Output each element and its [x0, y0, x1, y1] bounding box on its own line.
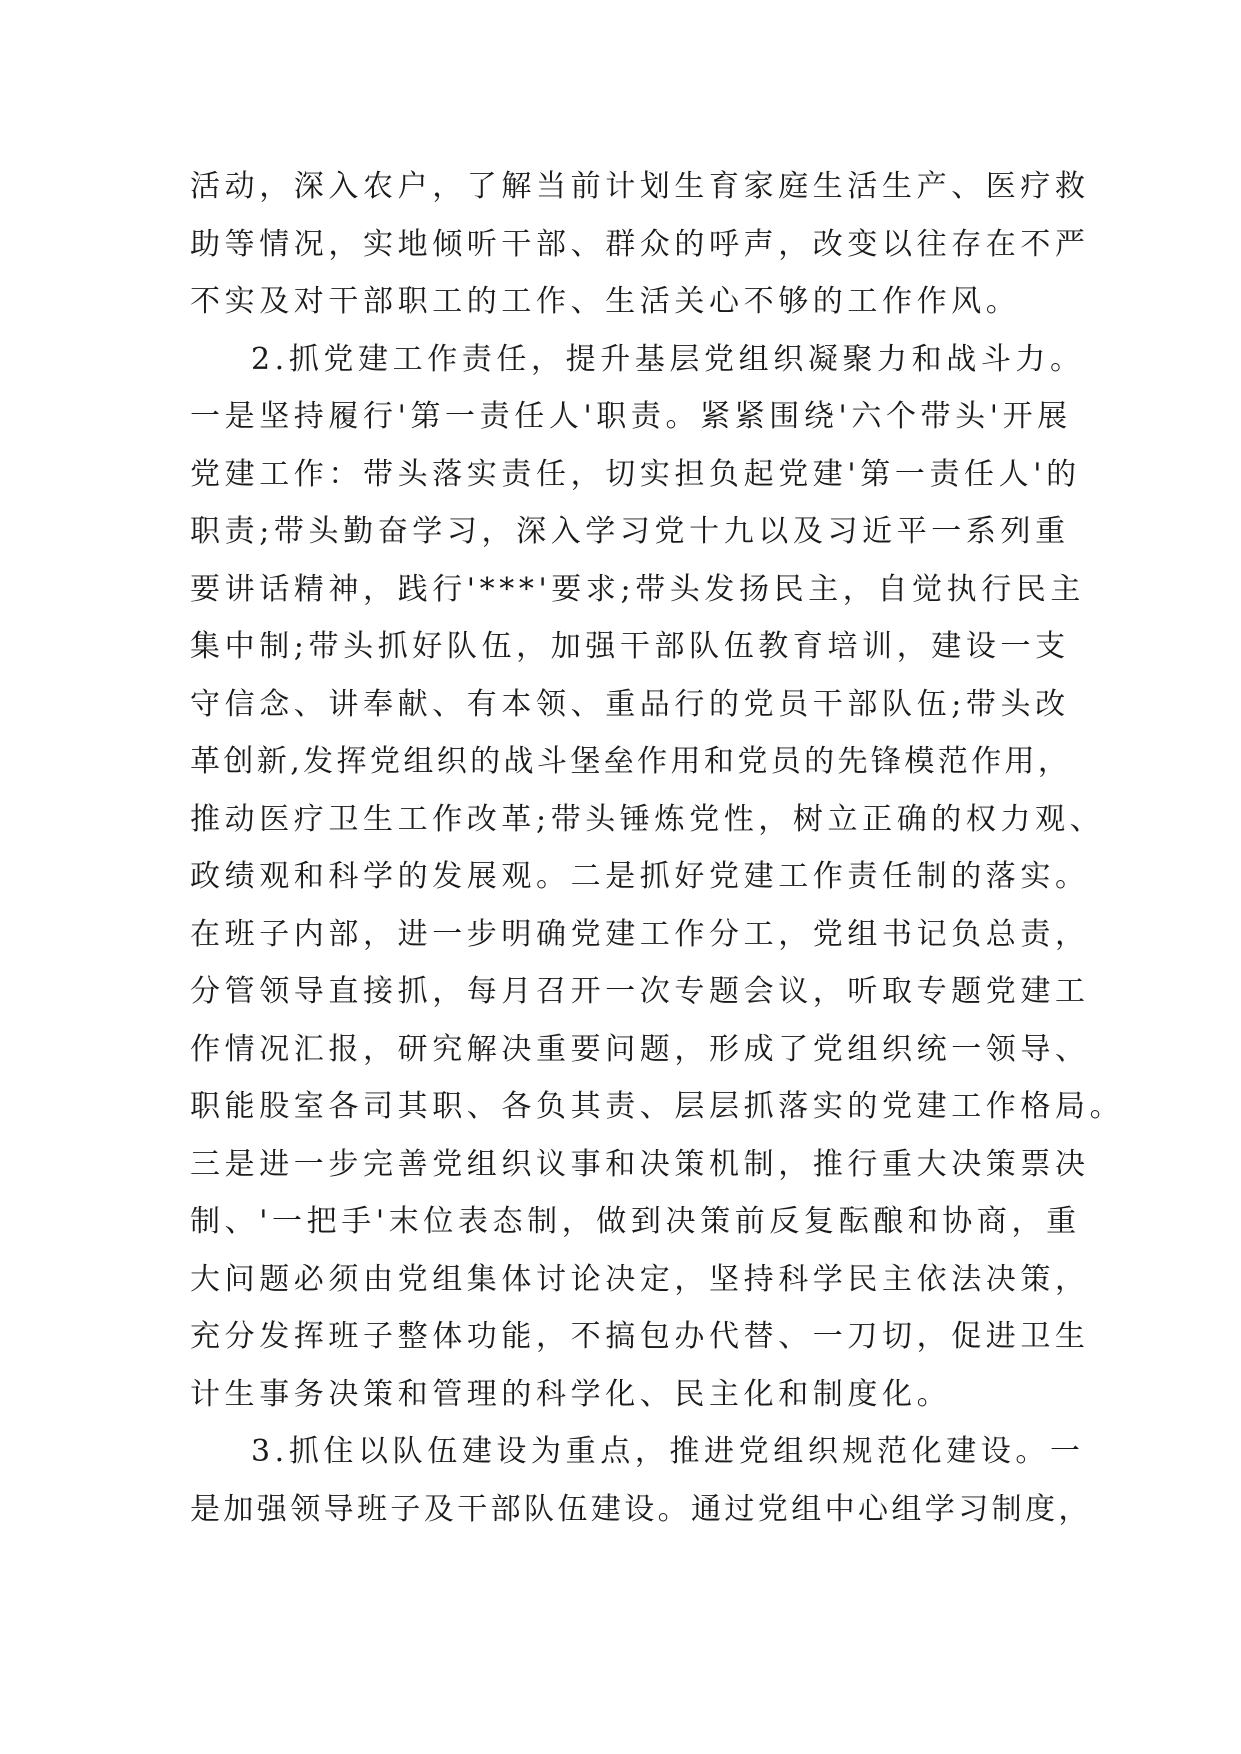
text-line: 作情况汇报，研究解决重要问题，形成了党组织统一领导、	[190, 1031, 1090, 1067]
text-line: 是加强领导班子及干部队伍建设。通过党组中心组学习制度，	[190, 1491, 1092, 1527]
text-line: 一是坚持履行'第一责任人'职责。紧紧围绕'六个带头'开展	[190, 399, 1072, 434]
text-line: 计生事务决策和管理的科学化、民主化和制度化。	[190, 1376, 952, 1412]
text-line: 充分发挥班子整体功能，不搞包办代替、一刀切，促进卫生	[190, 1319, 1090, 1354]
paragraph-start-line: 2.抓党建工作责任，提升基层党组织凝聚力和战斗力。	[251, 341, 1085, 377]
text-line: 党建工作：带头落实责任，切实担负起党建'第一责任人'的	[190, 456, 1081, 492]
text-line: 三是进一步完善党组织议事和决策机制，推行重大决策票决	[190, 1146, 1090, 1182]
text-line: 推动医疗卫生工作改革;带头锤炼党性，树立正确的权力观、	[190, 801, 1105, 837]
paragraph-start-line: 3.抓住以队伍建设为重点，推进党组织规范化建设。一	[251, 1434, 1085, 1469]
text-line: 职责;带头勤奋学习，深入学习党十九以及习近平一系列重	[190, 514, 1070, 549]
text-line: 在班子内部，进一步明确党建工作分工，党组书记负总责，	[190, 916, 1090, 952]
text-line: 助等情况，实地倾听干部、群众的呼声，改变以往存在不严	[190, 226, 1090, 262]
text-line: 活动，深入农户，了解当前计划生育家庭生活生产、医疗救	[190, 169, 1090, 204]
text-line: 职能股室各司其职、各负其责、层层抓落实的党建工作格局。	[190, 1089, 1125, 1124]
text-line: 不实及对干部职工的工作、生活关心不够的工作作风。	[190, 284, 1021, 319]
text-line: 革创新,发挥党组织的战斗堡垒作用和党员的先锋模范作用，	[190, 744, 1072, 779]
text-line: 制、'一把手'末位表态制，做到决策前反复酝酿和协商，重	[190, 1204, 1081, 1239]
text-line: 守信念、讲奉献、有本领、重品行的党员干部队伍;带头改	[190, 686, 1070, 722]
text-line: 大问题必须由党组集体讨论决定，坚持科学民主依法决策，	[190, 1261, 1090, 1297]
text-line: 分管领导直接抓，每月召开一次专题会议，听取专题党建工	[190, 974, 1090, 1009]
text-line: 政绩观和科学的发展观。二是抓好党建工作责任制的落实。	[190, 859, 1090, 894]
text-line: 集中制;带头抓好队伍，加强干部队伍教育培训，建设一支	[190, 629, 1070, 664]
document-body	[190, 158, 1125, 1538]
text-line: 要讲话精神，践行'***'要求;带头发扬民主，自觉执行民主	[190, 571, 1086, 607]
